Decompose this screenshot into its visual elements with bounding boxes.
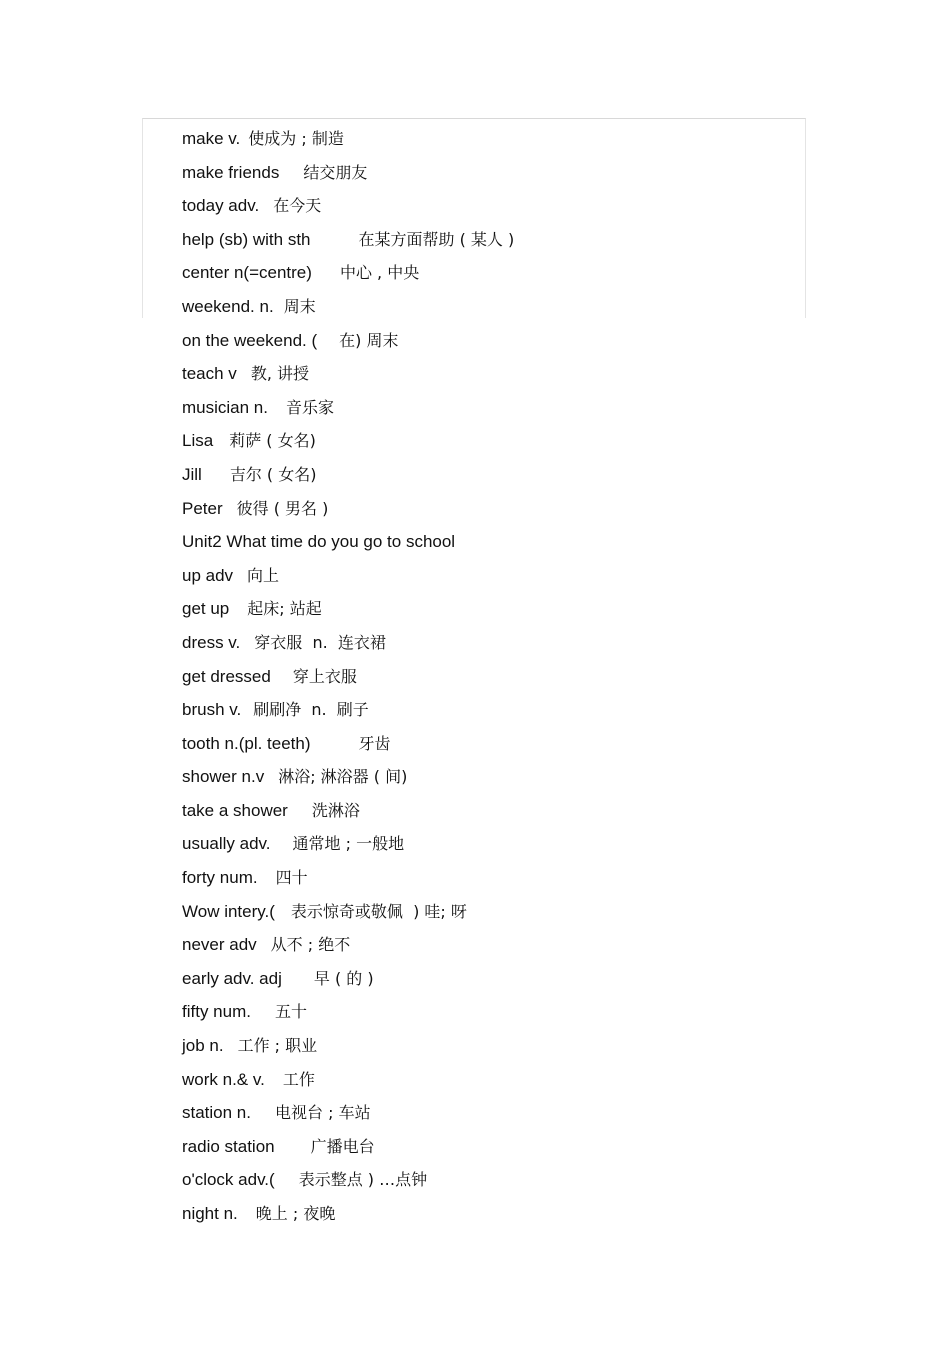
entry-term: Peter: [182, 498, 223, 518]
entry-meaning: 吉尔 ( 女名): [229, 464, 317, 484]
entry-term: weekend. n.: [182, 296, 274, 316]
entry-term: take a shower: [182, 800, 288, 820]
entry-meaning: 穿衣服 n. 连衣裙: [254, 632, 386, 652]
list-item: [182, 1130, 514, 1164]
entry-meaning: 彼得 ( 男名 ): [236, 498, 329, 518]
entry-meaning: 表示整点 ) …点钟: [298, 1170, 428, 1190]
entry-term: musician n.: [182, 397, 268, 417]
entry-term: up adv: [182, 565, 234, 585]
unit-title: Unit2 What time do you go to school: [182, 532, 456, 552]
list-item: [182, 559, 514, 593]
entry-meaning: 电视台 ; 车站: [275, 1103, 371, 1123]
list-item: [182, 827, 514, 861]
entry-term: never adv: [182, 935, 257, 955]
entry-meaning: 结交朋友: [303, 162, 368, 182]
list-item: [182, 861, 514, 895]
entry-term: radio station: [182, 1136, 275, 1156]
entry-meaning: 在某方面帮助 ( 某人 ): [358, 229, 515, 249]
entry-term: tooth n.(pl. teeth): [182, 733, 311, 753]
list-item: [182, 995, 514, 1029]
list-item: [182, 492, 514, 526]
list-item: [182, 223, 514, 257]
entry-meaning: 淋浴; 淋浴器 ( 间): [278, 767, 408, 787]
entry-meaning: 工作: [282, 1069, 315, 1089]
list-item: [182, 458, 514, 492]
entry-meaning: 表示惊奇或敬佩 ) 哇; 呀: [290, 901, 467, 921]
list-item: [182, 122, 514, 156]
entry-meaning: 穿上衣服: [292, 666, 357, 686]
list-item: [182, 928, 514, 962]
entry-term: center n(=centre): [182, 263, 312, 283]
entry-meaning: 洗淋浴: [311, 800, 360, 820]
entry-term: usually adv.: [182, 834, 271, 854]
list-item: [182, 895, 514, 929]
entry-meaning: 起床; 站起: [247, 599, 322, 619]
list-item: [182, 1163, 514, 1197]
list-item: [182, 391, 514, 425]
entry-meaning: 中心 , 中央: [339, 263, 420, 283]
list-item: [182, 189, 514, 223]
entry-term: Lisa: [182, 431, 214, 451]
list-item: [182, 592, 514, 626]
entry-meaning: 牙齿: [358, 733, 391, 753]
entry-meaning: 工作 ; 职业: [237, 1036, 318, 1056]
list-item: [182, 156, 514, 190]
section-heading: [182, 525, 514, 559]
entry-term: dress v.: [182, 632, 241, 652]
entry-term: station n.: [182, 1103, 251, 1123]
entry-meaning: 通常地 ; 一般地: [292, 834, 405, 854]
entry-term: get dressed: [182, 666, 271, 686]
entry-term: get up: [182, 599, 230, 619]
list-item: [182, 357, 514, 391]
entry-term: shower n.v: [182, 767, 265, 787]
entry-term: make friends: [182, 162, 280, 182]
entry-term: brush v.: [182, 700, 242, 720]
list-item: [182, 794, 514, 828]
entry-meaning: 在) 周末: [339, 330, 399, 350]
list-item: [182, 290, 514, 324]
list-item: [182, 660, 514, 694]
entry-term: job n.: [182, 1036, 224, 1056]
list-item: [182, 1063, 514, 1097]
entry-term: Wow intery.(: [182, 901, 275, 921]
entry-term: forty num.: [182, 868, 258, 888]
entry-meaning: 使成为 ; 制造: [248, 129, 344, 148]
list-item: [182, 324, 514, 358]
entry-meaning: 从不 ; 绝不: [270, 935, 351, 955]
entry-term: today adv.: [182, 196, 260, 216]
entry-term: night n.: [182, 1204, 238, 1223]
entry-term: o'clock adv.(: [182, 1170, 275, 1190]
list-item: [182, 1197, 514, 1231]
entry-term: work n.& v.: [182, 1069, 265, 1089]
entry-meaning: 广播电台: [310, 1136, 375, 1156]
entry-term: on the weekend. (: [182, 330, 318, 350]
entry-meaning: 向上: [247, 565, 280, 585]
list-item: [182, 424, 514, 458]
list-item: [182, 693, 514, 727]
entry-meaning: 周末: [283, 296, 316, 316]
entry-meaning: 莉萨 ( 女名): [229, 431, 316, 451]
entry-term: Jill: [182, 464, 202, 484]
entry-meaning: 早 ( 的 ): [313, 968, 374, 988]
entry-term: fifty num.: [182, 1002, 251, 1022]
list-item: [182, 727, 514, 761]
list-item: [182, 1029, 514, 1063]
entry-term: help (sb) with sth: [182, 229, 311, 249]
entry-term: make v.: [182, 129, 241, 148]
entry-meaning: 音乐家: [285, 397, 334, 417]
entry-meaning: 在今天: [273, 196, 322, 216]
entry-meaning: 晚上 ; 夜晚: [255, 1204, 336, 1223]
list-item: [182, 1096, 514, 1130]
vocabulary-list: [182, 122, 514, 1231]
list-item: [182, 626, 514, 660]
list-item: [182, 256, 514, 290]
list-item: [182, 962, 514, 996]
entry-meaning: 教, 讲授: [250, 364, 309, 384]
list-item: [182, 760, 514, 794]
entry-meaning: 四十: [275, 868, 308, 888]
entry-meaning: 五十: [274, 1002, 307, 1022]
entry-meaning: 刷刷净 n. 刷子: [253, 700, 369, 720]
entry-term: teach v: [182, 364, 237, 384]
entry-term: early adv. adj: [182, 968, 282, 988]
